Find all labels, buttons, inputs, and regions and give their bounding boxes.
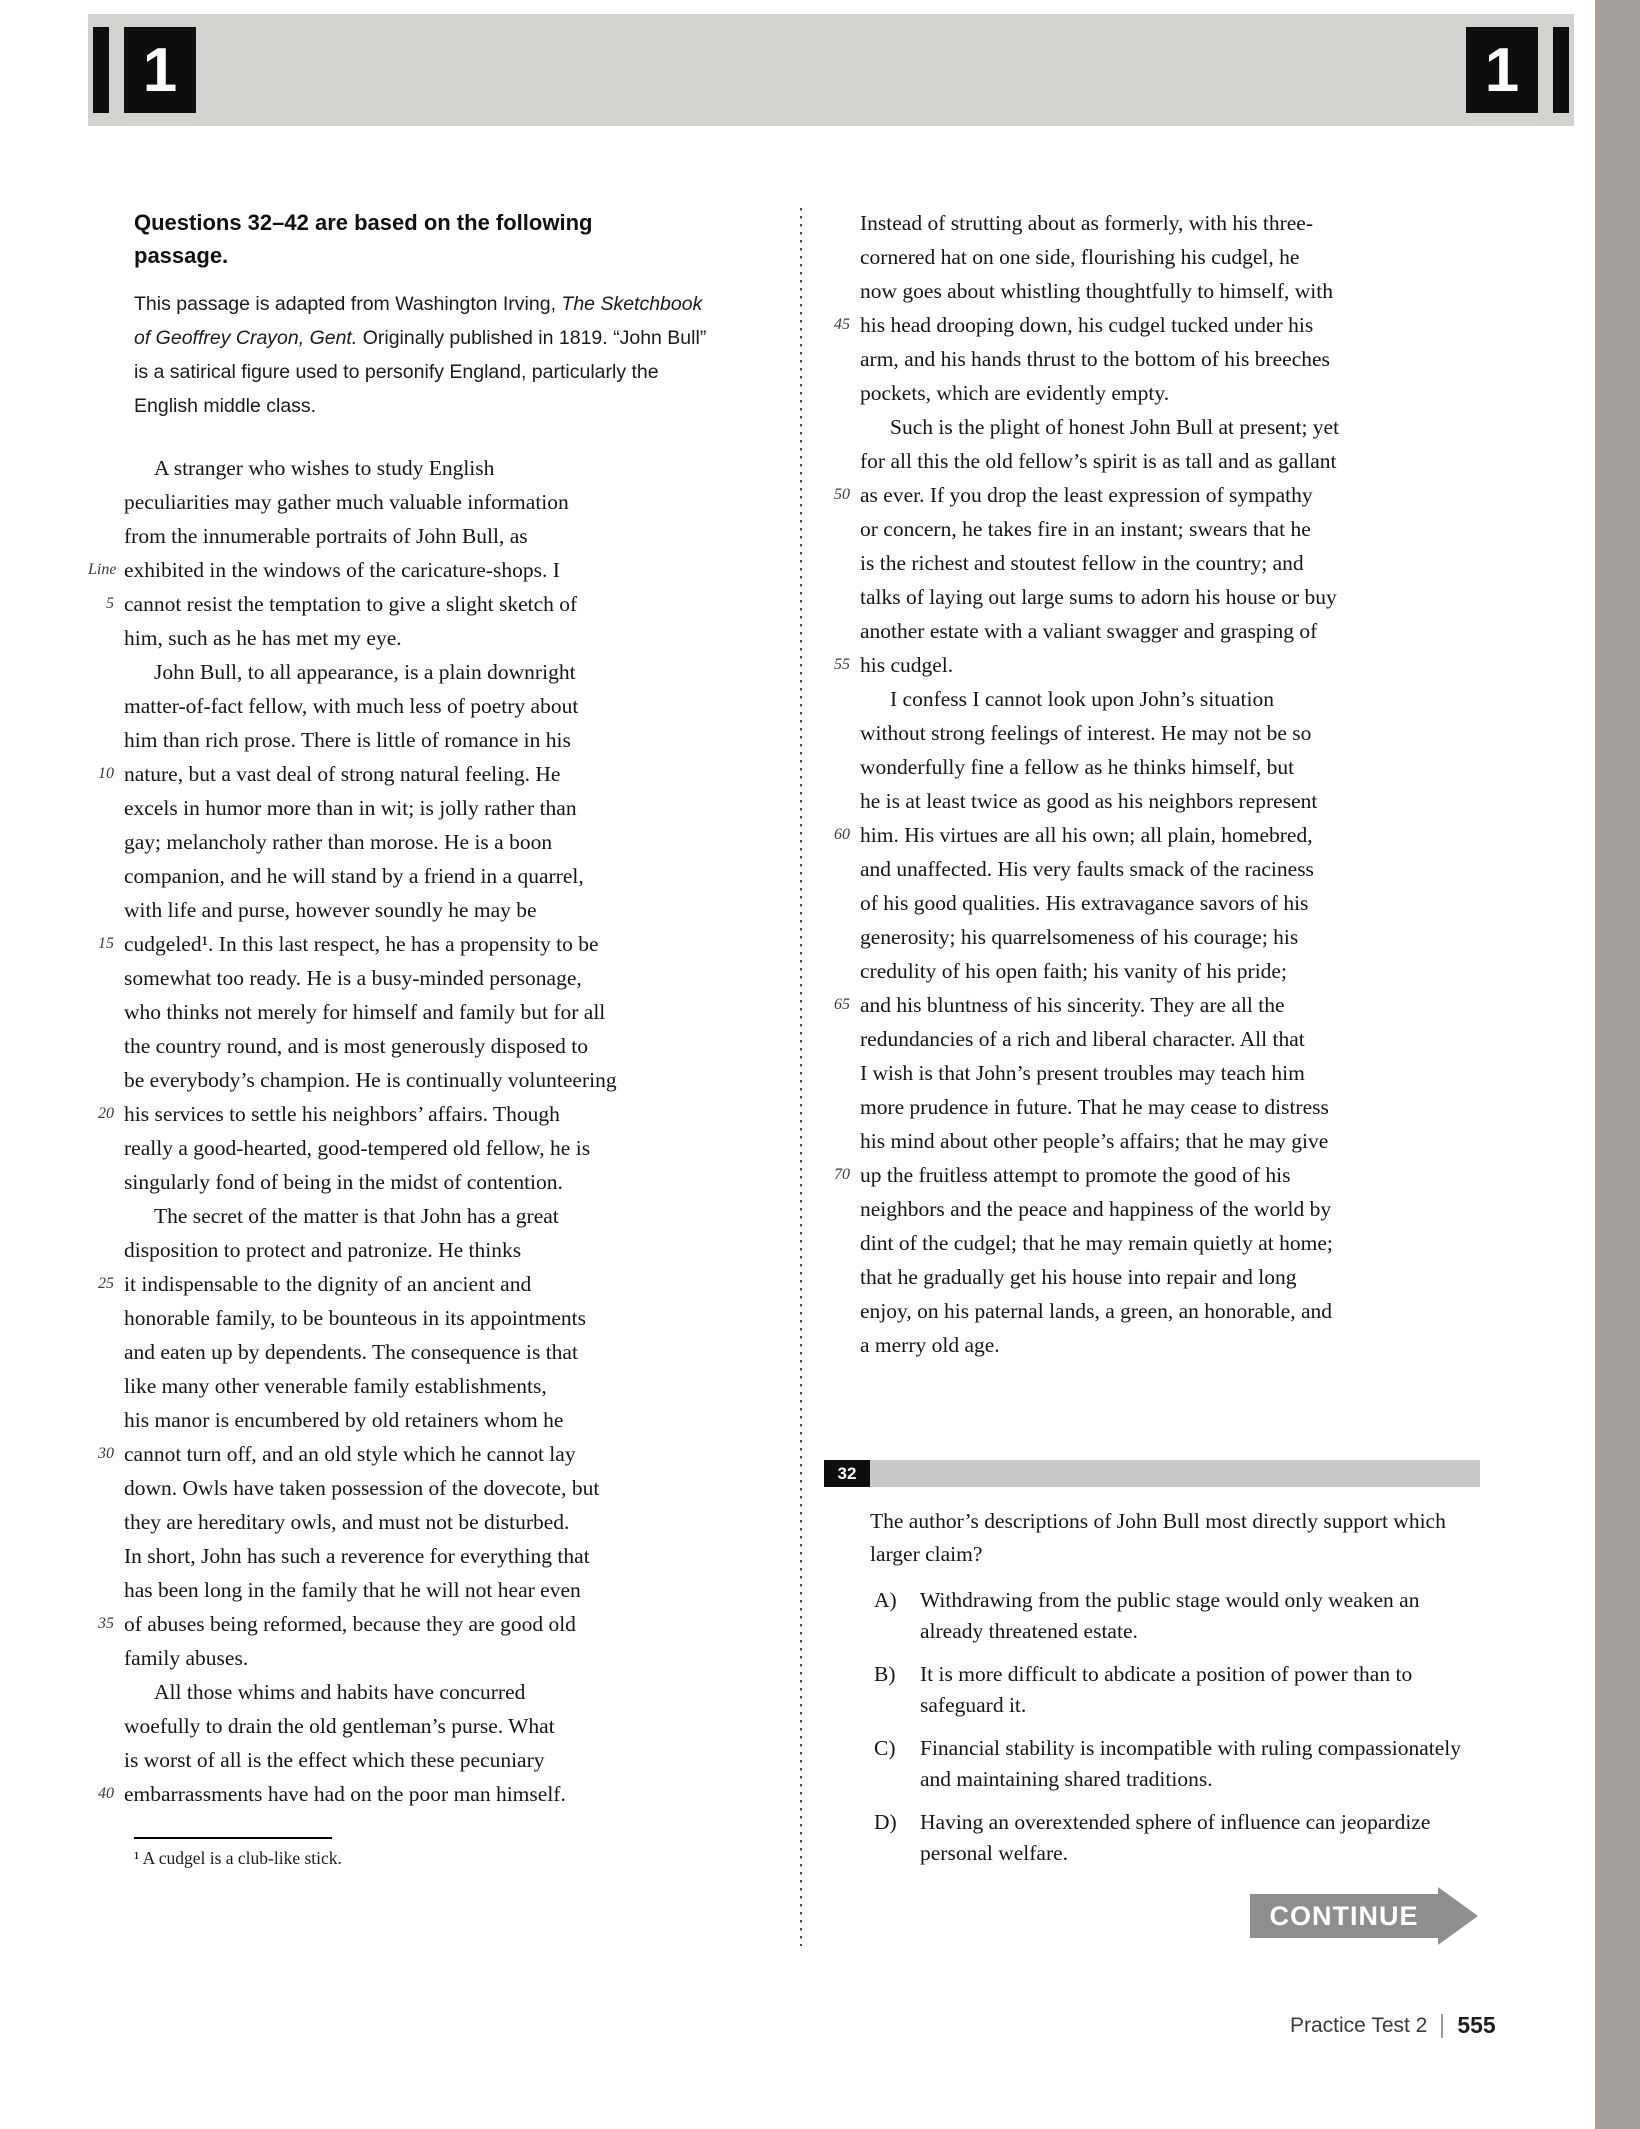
passage-line (824, 920, 1484, 954)
line-number: 10 (98, 765, 114, 782)
line-number (824, 920, 860, 954)
passage-text-line: who thinks not merely for himself and family but for all (124, 1000, 606, 1024)
passage-text-line: cannot resist the temptation to give a slight sketch of (124, 592, 578, 616)
passage-line (824, 1022, 1484, 1056)
passage-text-line: Instead of strutting about as formerly, with his three- (860, 211, 1313, 235)
passage-line (88, 485, 794, 519)
passage-line (824, 1158, 1484, 1192)
passage-text-line: really a good-hearted, good-tempered old fellow, he is (124, 1136, 591, 1160)
passage-text-line: his mind about other people’s affairs; that he may give (860, 1129, 1329, 1153)
passage-line (824, 308, 1484, 342)
passage-line (88, 1539, 794, 1573)
passage-line (88, 1267, 794, 1301)
footer-separator (1441, 2014, 1443, 2038)
continue-arrow: CONTINUE (1250, 1894, 1438, 1938)
line-number (824, 342, 860, 376)
passage-line (88, 893, 794, 927)
passage-line (88, 1369, 794, 1403)
line-number (824, 1090, 860, 1124)
passage-text-line: his head drooping down, his cudgel tucked under his (860, 313, 1314, 337)
passage-line (88, 1165, 794, 1199)
passage-text-line: excels in humor more than in wit; is jolly rather than (124, 796, 577, 820)
passage-text-line: matter-of-fact fellow, with much less of poetry about (124, 694, 579, 718)
left-column (88, 206, 794, 1869)
footnote-text: ¹ A cudgel is a club-like stick. (134, 1848, 342, 1868)
passage-line (88, 655, 794, 689)
passage-line (88, 791, 794, 825)
line-number: Line (88, 561, 117, 578)
passage-text-line: and unaffected. His very faults smack of the raciness (860, 857, 1314, 881)
passage-line (88, 1335, 794, 1369)
line-number (824, 614, 860, 648)
passage-text-line: A stranger who wishes to study English (154, 456, 495, 480)
line-number: 20 (98, 1105, 114, 1122)
passage-text-line: somewhat too ready. He is a busy-minded personage, (124, 966, 582, 990)
passage-text-line: up the fruitless attempt to promote the good of his (860, 1163, 1291, 1187)
line-number: 50 (834, 486, 850, 503)
line-number (88, 1641, 124, 1675)
passage-line (824, 546, 1484, 580)
passage-text-line: of abuses being reformed, because they are good old (124, 1612, 576, 1636)
passage-line (824, 886, 1484, 920)
intro-segment: Originally published in 1819. “John Bull” is a satirical figure used to personify England, particularly the English middle class. (134, 327, 707, 417)
passage-line (88, 1573, 794, 1607)
choice-text: It is more difficult to abdicate a position of power than to safeguard it. (920, 1662, 1413, 1717)
passage-text-line: cornered hat on one side, flourishing his cudgel, he (860, 245, 1300, 269)
passage-text-line: he is at least twice as good as his neighbors represent (860, 789, 1318, 813)
passage-intro (134, 287, 719, 423)
passage-line (824, 1192, 1484, 1226)
line-number (88, 1505, 124, 1539)
line-number (88, 1539, 124, 1573)
line-number (824, 784, 860, 818)
passage-text-line: generosity; his quarrelsomeness of his courage; his (860, 925, 1299, 949)
passage-text-line: him. His virtues are all his own; all plain, homebred, (860, 823, 1313, 847)
passage-line (824, 988, 1484, 1022)
section-header-band (88, 14, 1574, 126)
passage-text-line: it indispensable to the dignity of an ancient and (124, 1272, 532, 1296)
left-passage (88, 451, 794, 1811)
passage-text-line: from the innumerable portraits of John Bull, as (124, 524, 528, 548)
passage-text-line: his cudgel. (860, 653, 954, 677)
passage-text-line: talks of laying out large sums to adorn his house or buy (860, 585, 1337, 609)
line-number (824, 240, 860, 274)
passage-line (88, 1471, 794, 1505)
passage-line (824, 784, 1484, 818)
line-number (824, 886, 860, 920)
question-stem: The author’s descriptions of John Bull most directly support which larger claim? (870, 1509, 1446, 1566)
line-number: 25 (98, 1275, 114, 1292)
line-number (88, 621, 124, 655)
passage-line (824, 342, 1484, 376)
line-number (824, 274, 860, 308)
section-number-right: 1 (1466, 27, 1538, 113)
line-number (88, 825, 124, 859)
passage-line (88, 723, 794, 757)
passage-text-line: another estate with a valiant swagger and grasping of (860, 619, 1318, 643)
passage-line (88, 1607, 794, 1641)
passage-text-line: credulity of his open faith; his vanity of his pride; (860, 959, 1287, 983)
passage-line (824, 240, 1484, 274)
passage-text-line: and eaten up by dependents. The consequence is that (124, 1340, 578, 1364)
question-number: 32 (824, 1460, 870, 1487)
passage-line (824, 682, 1484, 716)
choice-letter: C) (874, 1736, 896, 1760)
footnote (134, 1837, 794, 1869)
line-number (824, 750, 860, 784)
passage-line (824, 716, 1484, 750)
passage-line (824, 750, 1484, 784)
answer-choice-C (874, 1733, 1469, 1795)
question-header-bar (824, 1460, 1480, 1487)
line-number (88, 1369, 124, 1403)
passage-text-line: family abuses. (124, 1646, 249, 1670)
passage-text-line: down. Owls have taken possession of the dovecote, but (124, 1476, 600, 1500)
passage-line (88, 757, 794, 791)
line-number (88, 961, 124, 995)
line-number (88, 1131, 124, 1165)
passage-line (824, 1294, 1484, 1328)
passage-text-line: embarrassments have had on the poor man himself. (124, 1782, 566, 1806)
passage-line (88, 689, 794, 723)
passage-line (88, 451, 794, 485)
passage-line (88, 1743, 794, 1777)
line-number (824, 1124, 860, 1158)
line-number (824, 1056, 860, 1090)
passage-line (824, 954, 1484, 988)
passage-text-line: exhibited in the windows of the caricature-shops. I (124, 558, 560, 582)
line-number (824, 546, 860, 580)
choice-letter: B) (874, 1662, 896, 1686)
passage-text-line: now goes about whistling thoughtfully to himself, with (860, 279, 1333, 303)
header-left-bar (93, 27, 109, 113)
passage-line (824, 818, 1484, 852)
line-number (88, 451, 124, 485)
intro-segment: This passage is adapted from Washington Irving, (134, 293, 562, 315)
passage-text-line: redundancies of a rich and liberal character. All that (860, 1027, 1305, 1051)
line-number: 70 (834, 1166, 850, 1183)
line-number (88, 1335, 124, 1369)
answer-choice-B (874, 1659, 1469, 1721)
line-number (88, 1301, 124, 1335)
line-number (88, 1675, 124, 1709)
passage-text-line: his services to settle his neighbors’ affairs. Though (124, 1102, 560, 1126)
passage-line (824, 376, 1484, 410)
passage-text-line: a merry old age. (860, 1333, 1000, 1357)
passage-line (824, 1226, 1484, 1260)
line-number (88, 1403, 124, 1437)
choice-text: Withdrawing from the public stage would only weaken an already threatened estate. (920, 1588, 1420, 1643)
passage-line (824, 1056, 1484, 1090)
passage-line (824, 648, 1484, 682)
passage-line (88, 1233, 794, 1267)
passage-line (824, 410, 1484, 444)
passage-text-line: companion, and he will stand by a friend in a quarrel, (124, 864, 584, 888)
line-number (824, 410, 860, 444)
answer-choice-D (874, 1807, 1469, 1869)
passage-text-line: his manor is encumbered by old retainers whom he (124, 1408, 564, 1432)
passage-line (88, 859, 794, 893)
passage-line (88, 1063, 794, 1097)
line-number (88, 1471, 124, 1505)
passage-text-line: as ever. If you drop the least expression of sympathy (860, 483, 1313, 507)
passage-text-line: arm, and his hands thrust to the bottom of his breeches (860, 347, 1330, 371)
passage-text-line: has been long in the family that he will not hear even (124, 1578, 581, 1602)
passage-line (88, 1641, 794, 1675)
passage-text-line: enjoy, on his paternal lands, a green, an honorable, and (860, 1299, 1333, 1323)
line-number (88, 791, 124, 825)
choice-text: Having an overextended sphere of influence can jeopardize personal welfare. (920, 1810, 1431, 1865)
passage-text-line: is the richest and stoutest fellow in the country; and (860, 551, 1304, 575)
passage-line (88, 587, 794, 621)
passage-line (824, 1328, 1484, 1362)
passage-line (88, 1029, 794, 1063)
line-number (88, 1165, 124, 1199)
line-number: 30 (98, 1445, 114, 1462)
passage-line (824, 444, 1484, 478)
passage-text-line: they are hereditary owls, and must not be disturbed. (124, 1510, 570, 1534)
line-number (824, 852, 860, 886)
line-number (824, 1226, 860, 1260)
passage-line (88, 1437, 794, 1471)
passage-line (88, 927, 794, 961)
line-number (88, 485, 124, 519)
passage-line (88, 1777, 794, 1811)
section-number-left: 1 (124, 27, 196, 113)
passage-line (88, 995, 794, 1029)
line-number (824, 444, 860, 478)
line-number (88, 689, 124, 723)
passage-text-line: I wish is that John’s present troubles may teach him (860, 1061, 1305, 1085)
page-footer (1290, 2012, 1496, 2039)
passage-text-line: with life and purse, however soundly he may be (124, 898, 537, 922)
line-number (824, 376, 860, 410)
line-number: 5 (106, 595, 114, 612)
passage-text-line: him than rich prose. There is little of romance in his (124, 728, 571, 752)
passage-text-line: be everybody’s champion. He is continually volunteering (124, 1068, 617, 1092)
passage-line (88, 961, 794, 995)
passage-text-line: The secret of the matter is that John has a great (154, 1204, 559, 1228)
passage-text-line: Such is the plight of honest John Bull at present; yet (890, 415, 1340, 439)
passage-text-line: cannot turn off, and an old style which he cannot lay (124, 1442, 576, 1466)
passage-line (88, 1709, 794, 1743)
passage-text-line: and his bluntness of his sincerity. They are all the (860, 993, 1285, 1017)
intro-italic-segment: The Sketchbook of Geoffrey Crayon, Gent. (134, 293, 703, 349)
passage-text-line: of his good qualities. His extravagance savors of his (860, 891, 1309, 915)
passage-text-line: peculiarities may gather much valuable information (124, 490, 569, 514)
line-number: 15 (98, 935, 114, 952)
passage-text-line: In short, John has such a reverence for everything that (124, 1544, 590, 1568)
passage-text-line: that he gradually get his house into repair and long (860, 1265, 1297, 1289)
passage-text-line: for all this the old fellow’s spirit is as tall and as gallant (860, 449, 1337, 473)
passage-line (824, 1090, 1484, 1124)
passage-text-line: cudgeled¹. In this last respect, he has a propensity to be (124, 932, 599, 956)
passage-line (88, 1131, 794, 1165)
line-number: 40 (98, 1785, 114, 1802)
header-right-bar (1553, 27, 1569, 113)
line-number (88, 1573, 124, 1607)
passage-text-line: dint of the cudgel; that he may remain quietly at home; (860, 1231, 1333, 1255)
passage-line (824, 1124, 1484, 1158)
passage-text-line: him, such as he has met my eye. (124, 626, 402, 650)
answer-choice-A (874, 1585, 1469, 1647)
footer-label: Practice Test 2 (1290, 2013, 1428, 2037)
line-number (88, 1029, 124, 1063)
passage-line (824, 580, 1484, 614)
choice-letter: D) (874, 1810, 897, 1834)
passage-text-line: like many other venerable family establishments, (124, 1374, 547, 1398)
passage-text-line: singularly fond of being in the midst of contention. (124, 1170, 563, 1194)
line-number (824, 682, 860, 716)
passage-line (88, 1403, 794, 1437)
passage-text-line: nature, but a vast deal of strong natural feeling. He (124, 762, 561, 786)
passage-line (88, 1505, 794, 1539)
line-number: 60 (834, 826, 850, 843)
line-number (824, 1192, 860, 1226)
column-divider (800, 208, 802, 1946)
passage-line (824, 512, 1484, 546)
passage-text-line: neighbors and the peace and happiness of the world by (860, 1197, 1332, 1221)
line-number (88, 859, 124, 893)
passage-text-line: without strong feelings of interest. He may not be so (860, 721, 1312, 745)
line-number (824, 1022, 860, 1056)
passage-text-line: the country round, and is most generously disposed to (124, 1034, 588, 1058)
passage-text-line: honorable family, to be bounteous in its appointments (124, 1306, 586, 1330)
answer-choices (874, 1585, 1469, 1869)
line-number (824, 206, 860, 240)
passage-line (824, 206, 1484, 240)
passage-line (88, 1675, 794, 1709)
choice-letter: A) (874, 1588, 897, 1612)
passage-text-line: disposition to protect and patronize. He thinks (124, 1238, 522, 1262)
line-number (824, 1294, 860, 1328)
passage-text-line: I confess I cannot look upon John’s situation (890, 687, 1274, 711)
passage-directions: Questions 32–42 are based on the following passage. (134, 210, 593, 268)
line-number (88, 519, 124, 553)
passage-text-line: John Bull, to all appearance, is a plain downright (154, 660, 576, 684)
line-number (88, 1233, 124, 1267)
line-number: 45 (834, 316, 850, 333)
line-number (824, 954, 860, 988)
line-number (88, 1743, 124, 1777)
footnote-rule (134, 1837, 332, 1839)
line-number (88, 995, 124, 1029)
line-number (88, 1063, 124, 1097)
right-passage (824, 206, 1484, 1362)
line-number (88, 1709, 124, 1743)
line-number (824, 1260, 860, 1294)
line-number (824, 716, 860, 750)
passage-line (824, 614, 1484, 648)
line-number (824, 512, 860, 546)
passage-text-line: wonderfully fine a fellow as he thinks himself, but (860, 755, 1295, 779)
passage-text-line: is worst of all is the effect which these pecuniary (124, 1748, 545, 1772)
line-number: 55 (834, 656, 850, 673)
passage-line (824, 478, 1484, 512)
line-number (88, 1199, 124, 1233)
passage-text-line: pockets, which are evidently empty. (860, 381, 1170, 405)
passage-line (88, 553, 794, 587)
passage-text-line: All those whims and habits have concurred (154, 1680, 526, 1704)
passage-line (88, 621, 794, 655)
passage-text-line: or concern, he takes fire in an instant; swears that he (860, 517, 1311, 541)
line-number: 35 (98, 1615, 114, 1632)
passage-line (88, 1097, 794, 1131)
passage-text-line: more prudence in future. That he may cease to distress (860, 1095, 1329, 1119)
line-number (824, 580, 860, 614)
passage-line (88, 1301, 794, 1335)
passage-line (824, 1260, 1484, 1294)
passage-line (88, 1199, 794, 1233)
passage-line (824, 274, 1484, 308)
passage-line (824, 852, 1484, 886)
passage-line (88, 519, 794, 553)
line-number (88, 655, 124, 689)
passage-text-line: gay; melancholy rather than morose. He is a boon (124, 830, 553, 854)
passage-line (88, 825, 794, 859)
page-edge-strip (1595, 0, 1640, 2129)
line-number (88, 723, 124, 757)
right-column (824, 206, 1484, 1881)
footer-page-number: 555 (1457, 2012, 1496, 2038)
line-number (88, 893, 124, 927)
passage-text-line: woefully to drain the old gentleman’s purse. What (124, 1714, 555, 1738)
choice-text: Financial stability is incompatible with ruling compassionately and maintaining shared traditions. (920, 1736, 1461, 1791)
line-number: 65 (834, 996, 850, 1013)
line-number (824, 1328, 860, 1362)
